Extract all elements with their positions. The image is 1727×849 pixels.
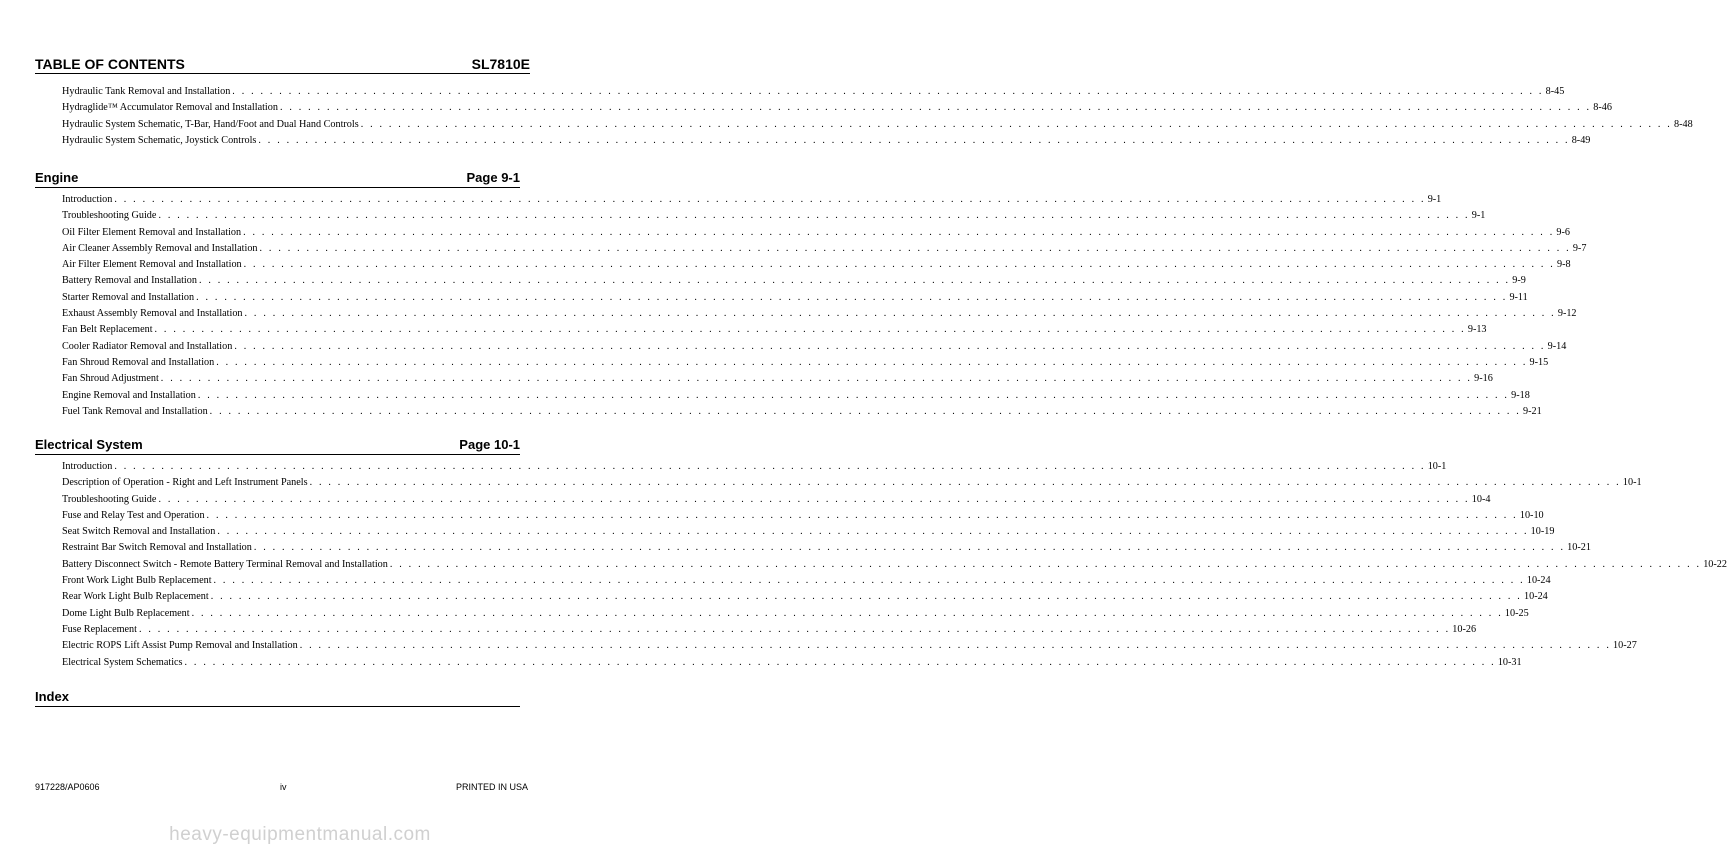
toc-entry xyxy=(62,117,1693,133)
toc-dot-leader: . . . . . . . . . . . . . . . . . . . . . . . . . . . . . . . . . . . . . . . . . . . . . . . . . . . . . . . . . . . . . . . . . . . . . . . . . . . . . . . . . . . . . . . . . . . . . . . . . . . . . . . . . . . . . . . . . . . . . . . . . . . . . . . . . . . . . . . . . . . . xyxy=(198,275,1511,287)
toc-entry xyxy=(62,508,1544,524)
toc-dot-leader: . . . . . . . . . . . . . . . . . . . . . . . . . . . . . . . . . . . . . . . . . . . . . . . . . . . . . . . . . . . . . . . . . . . . . . . . . . . . . . . . . . . . . . . . . . . . . . . . . . . . . . . . . . . . . . . . . . . . . . . . . . . . . . . . . . . . . . . . . . . . xyxy=(243,226,1555,238)
toc-entry-title: Battery Removal and Installation xyxy=(62,275,197,287)
toc-dot-leader: . . . . . . . . . . . . . . . . . . . . . . . . . . . . . . . . . . . . . . . . . . . . . . . . . . . . . . . . . . . . . . . . . . . . . . . . . . . . . . . . . . . . . . . . . . . . . . . . . . . . . . . . . . . . . . . . . . . . . . . . . . . . . . . . . . . . . . . . . . . . xyxy=(158,210,1470,222)
toc-entry-page: 10-24 xyxy=(1524,591,1548,603)
toc-dot-leader: . . . . . . . . . . . . . . . . . . . . . . . . . . . . . . . . . . . . . . . . . . . . . . . . . . . . . . . . . . . . . . . . . . . . . . . . . . . . . . . . . . . . . . . . . . . . . . . . . . . . . . . . . . . . . . . . . . . . . . . . . . . . . . . . . . . . . . . . . . . . xyxy=(259,242,1571,254)
toc-dot-leader: . . . . . . . . . . . . . . . . . . . . . . . . . . . . . . . . . . . . . . . . . . . . . . . . . . . . . . . . . . . . . . . . . . . . . . . . . . . . . . . . . . . . . . . . . . . . . . . . . . . . . . . . . . . . . . . . . . . . . . . . . . . . . . . . . . . . . . . . . . . . xyxy=(114,461,1426,472)
toc-entry-title: Seat Switch Removal and Installation xyxy=(62,526,216,538)
toc-entry-title: Fuse and Relay Test and Operation xyxy=(62,509,205,521)
toc-entry-title: Description of Operation - Right and Left Instrument Panels xyxy=(62,477,308,489)
toc-entry-title: Exhaust Assembly Removal and Installation xyxy=(62,308,243,320)
toc-entry-page: 9-21 xyxy=(1522,405,1542,417)
toc-dot-leader: . . . . . . . . . . . . . . . . . . . . . . . . . . . . . . . . . . . . . . . . . . . . . . . . . . . . . . . . . . . . . . . . . . . . . . . . . . . . . . . . . . . . . . . . . . . . . . . . . . . . . . . . . . . . . . . . . . . . . . . . . . . . . . . . . . . . . . . . . . . . xyxy=(114,194,1426,205)
page-number: iv xyxy=(280,782,287,792)
toc-entry-page: 9-1 xyxy=(1471,210,1486,222)
toc-dot-leader: . . . . . . . . . . . . . . . . . . . . . . . . . . . . . . . . . . . . . . . . . . . . . . . . . . . . . . . . . . . . . . . . . . . . . . . . . . . . . . . . . . . . . . . . . . . . . . . . . . . . . . . . . . . . . . . . . . . . . . . . . . . . . . . . . . . . . . . . . . . . xyxy=(234,340,1546,352)
toc-entry-page: 8-46 xyxy=(1593,102,1612,114)
toc-dot-leader: . . . . . . . . . . . . . . . . . . . . . . . . . . . . . . . . . . . . . . . . . . . . . . . . . . . . . . . . . . . . . . . . . . . . . . . . . . . . . . . . . . . . . . . . . . . . . . . . . . . . . . . . . . . . . . . . . . . . . . . . . . . . . . . . . . . . . . . . . . . . xyxy=(213,575,1525,587)
toc-entry-page: 9-1 xyxy=(1427,194,1442,205)
toc-dot-leader: . . . . . . . . . . . . . . . . . . . . . . . . . . . . . . . . . . . . . . . . . . . . . . . . . . . . . . . . . . . . . . . . . . . . . . . . . . . . . . . . . . . . . . . . . . . . . . . . . . . . . . . . . . . . . . . . . . . . . . . . . . . . . . . . . . . . . . . . . . . . xyxy=(309,477,1621,489)
toc-dot-leader: . . . . . . . . . . . . . . . . . . . . . . . . . . . . . . . . . . . . . . . . . . . . . . . . . . . . . . . . . . . . . . . . . . . . . . . . . . . . . . . . . . . . . . . . . . . . . . . . . . . . . . . . . . . . . . . . . . . . . . . . . . . . . . . . . . . . . . . . . . . . xyxy=(138,623,1451,635)
model-number: SL7810E xyxy=(471,56,530,72)
toc-entry-title: Hydraulic System Schematic, T-Bar, Hand/Foot and Dual Hand Controls xyxy=(62,118,359,130)
toc-entry xyxy=(62,589,1548,605)
toc-dot-leader: . . . . . . . . . . . . . . . . . . . . . . . . . . . . . . . . . . . . . . . . . . . . . . . . . . . . . . . . . . . . . . . . . . . . . . . . . . . . . . . . . . . . . . . . . . . . . . . . . . . . . . . . . . . . . . . . . . . . . . . . . . . . . . . . . . . . . . . . . . . . xyxy=(210,591,1522,603)
toc-dot-leader: . . . . . . . . . . . . . . . . . . . . . . . . . . . . . . . . . . . . . . . . . . . . . . . . . . . . . . . . . . . . . . . . . . . . . . . . . . . . . . . . . . . . . . . . . . . . . . . . . . . . . . . . . . . . . . . . . . . . . . . . . . . . . . . . . . . . . . . . . . . . xyxy=(206,509,1518,521)
toc-entry xyxy=(62,322,1487,338)
toc-entry xyxy=(62,257,1571,273)
toc-dot-leader: . . . . . . . . . . . . . . . . . . . . . . . . . . . . . . . . . . . . . . . . . . . . . . . . . . . . . . . . . . . . . . . . . . . . . . . . . . . . . . . . . . . . . . . . . . . . . . . . . . . . . . . . . . . . . . . . . . . . . . . . . . . . . . . . . . . . . . . . . . . . xyxy=(217,526,1529,538)
toc-entry-page: 9-14 xyxy=(1547,340,1567,352)
toc-entry-title: Front Work Light Bulb Replacement xyxy=(62,575,212,587)
toc-entry-title: Air Filter Element Removal and Installation xyxy=(62,259,242,271)
toc-entry-title: Electric ROPS Lift Assist Pump Removal and Installation xyxy=(62,640,298,652)
toc-entry-page: 10-25 xyxy=(1504,607,1529,619)
toc-entry xyxy=(62,371,1493,387)
toc-dot-leader: . . . . . . . . . . . . . . . . . . . . . . . . . . . . . . . . . . . . . . . . . . . . . . . . . . . . . . . . . . . . . . . . . . . . . . . . . . . . . . . . . . . . . . . . . . . . . . . . . . . . . . . . . . . . . . . . . . . . . . . . . . . . . . . . . . . . . . . . . . . . xyxy=(216,356,1528,368)
toc-entry xyxy=(62,241,1587,257)
toc-entry-page: 10-21 xyxy=(1567,542,1591,554)
toc-entry xyxy=(62,388,1530,404)
toc-entry-title: Fuse Replacement xyxy=(62,623,137,635)
toc-entry xyxy=(62,339,1567,355)
toc-dot-leader: . . . . . . . . . . . . . . . . . . . . . . . . . . . . . . . . . . . . . . . . . . . . . . . . . . . . . . . . . . . . . . . . . . . . . . . . . . . . . . . . . . . . . . . . . . . . . . . . . . . . . . . . . . . . . . . . . . . . . . . . . . . . . . . . . . . . . . . . . . . . xyxy=(191,607,1503,619)
toc-dot-leader: . . . . . . . . . . . . . . . . . . . . . . . . . . . . . . . . . . . . . . . . . . . . . . . . . . . . . . . . . . . . . . . . . . . . . . . . . . . . . . . . . . . . . . . . . . . . . . . . . . . . . . . . . . . . . . . . . . . . . . . . . . . . . . . . . . . . . . . . . . . . xyxy=(209,405,1521,417)
toc-entry xyxy=(62,225,1570,241)
section-header-electrical xyxy=(35,437,520,455)
toc-entry-title: Starter Removal and Installation xyxy=(62,291,195,303)
toc-entry-title: Introduction xyxy=(62,194,113,205)
toc-entry-page: 9-9 xyxy=(1512,275,1526,287)
toc-entry-title: Troubleshooting Guide xyxy=(62,210,157,222)
toc-dot-leader: . . . . . . . . . . . . . . . . . . . . . . . . . . . . . . . . . . . . . . . . . . . . . . . . . . . . . . . . . . . . . . . . . . . . . . . . . . . . . . . . . . . . . . . . . . . . . . . . . . . . . . . . . . . . . . . . . . . . . . . . . . . . . . . . . . . . . . . . . . . . xyxy=(253,542,1566,554)
print-notice: PRINTED IN USA xyxy=(455,782,528,792)
section-page: Page 9-1 xyxy=(466,170,520,185)
toc-entry-page: 10-19 xyxy=(1530,526,1555,538)
toc-entry xyxy=(62,606,1529,622)
toc-entry-title: Fuel Tank Removal and Installation xyxy=(62,405,208,417)
toc-entry xyxy=(62,404,1542,420)
page-header xyxy=(35,56,530,74)
toc-entry xyxy=(62,475,1642,491)
toc-entry-title: Electrical System Schematics xyxy=(62,656,183,668)
toc-entry-page: 9-6 xyxy=(1556,226,1570,238)
hydraulics-continued-list xyxy=(62,84,1693,149)
toc-dot-leader: . . . . . . . . . . . . . . . . . . . . . . . . . . . . . . . . . . . . . . . . . . . . . . . . . . . . . . . . . . . . . . . . . . . . . . . . . . . . . . . . . . . . . . . . . . . . . . . . . . . . . . . . . . . . . . . . . . . . . . . . . . . . . . . . . . . . . . . . . . . . xyxy=(184,656,1496,668)
toc-entry-page: 10-22 xyxy=(1703,558,1727,570)
toc-dot-leader: . . . . . . . . . . . . . . . . . . . . . . . . . . . . . . . . . . . . . . . . . . . . . . . . . . . . . . . . . . . . . . . . . . . . . . . . . . . . . . . . . . . . . . . . . . . . . . . . . . . . . . . . . . . . . . . . . . . . . . . . . . . . . . . . . . . . . . . . . . . . xyxy=(196,291,1508,303)
toc-entry-title: Introduction xyxy=(62,461,113,472)
toc-entry xyxy=(62,655,1522,671)
toc-dot-leader: . . . . . . . . . . . . . . . . . . . . . . . . . . . . . . . . . . . . . . . . . . . . . . . . . . . . . . . . . . . . . . . . . . . . . . . . . . . . . . . . . . . . . . . . . . . . . . . . . . . . . . . . . . . . . . . . . . . . . . . . . . . . . . . . . . . . . . . . . . . . xyxy=(258,134,1570,146)
toc-dot-leader: . . . . . . . . . . . . . . . . . . . . . . . . . . . . . . . . . . . . . . . . . . . . . . . . . . . . . . . . . . . . . . . . . . . . . . . . . . . . . . . . . . . . . . . . . . . . . . . . . . . . . . . . . . . . . . . . . . . . . . . . . . . . . . . . . . . . . . . . . . . . xyxy=(154,324,1466,336)
toc-entry-title: Hydraulic Tank Removal and Installation xyxy=(62,86,231,97)
toc-entry-page: 10-4 xyxy=(1471,493,1491,505)
toc-entry-page: 10-1 xyxy=(1622,477,1642,489)
toc-entry xyxy=(62,638,1637,654)
toc-entry-page: 10-26 xyxy=(1452,623,1477,635)
toc-entry-page: 9-16 xyxy=(1474,373,1493,385)
toc-entry-page: 8-48 xyxy=(1674,118,1693,130)
toc-entry xyxy=(62,133,1591,149)
toc-entry-title: Troubleshooting Guide xyxy=(62,493,157,505)
electrical-list xyxy=(62,459,1727,671)
toc-dot-leader: . . . . . . . . . . . . . . . . . . . . . . . . . . . . . . . . . . . . . . . . . . . . . . . . . . . . . . . . . . . . . . . . . . . . . . . . . . . . . . . . . . . . . . . . . . . . . . . . . . . . . . . . . . . . . . . . . . . . . . . . . . . . . . . . . . . . . . . . . . . . xyxy=(243,259,1555,271)
toc-entry-page: 9-15 xyxy=(1529,356,1549,368)
toc-entry-title: Hydraglide™ Accumulator Removal and Installation xyxy=(62,102,278,114)
toc-entry-page: 8-49 xyxy=(1571,134,1591,146)
toc-entry xyxy=(62,355,1549,371)
toc-dot-leader: . . . . . . . . . . . . . . . . . . . . . . . . . . . . . . . . . . . . . . . . . . . . . . . . . . . . . . . . . . . . . . . . . . . . . . . . . . . . . . . . . . . . . . . . . . . . . . . . . . . . . . . . . . . . . . . . . . . . . . . . . . . . . . . . . . . . . . . . . . . . xyxy=(360,118,1672,130)
toc-dot-leader: . . . . . . . . . . . . . . . . . . . . . . . . . . . . . . . . . . . . . . . . . . . . . . . . . . . . . . . . . . . . . . . . . . . . . . . . . . . . . . . . . . . . . . . . . . . . . . . . . . . . . . . . . . . . . . . . . . . . . . . . . . . . . . . . . . . . . . . . . . . . xyxy=(160,373,1473,385)
toc-entry xyxy=(62,524,1555,540)
toc-entry-page: 10-1 xyxy=(1427,461,1447,472)
toc-dot-leader: . . . . . . . . . . . . . . . . . . . . . . . . . . . . . . . . . . . . . . . . . . . . . . . . . . . . . . . . . . . . . . . . . . . . . . . . . . . . . . . . . . . . . . . . . . . . . . . . . . . . . . . . . . . . . . . . . . . . . . . . . . . . . . . . . . . . . . . . . . . . xyxy=(158,493,1470,505)
toc-entry-title: Rear Work Light Bulb Replacement xyxy=(62,591,209,603)
toc-entry-title: Oil Filter Element Removal and Installation xyxy=(62,226,242,238)
toc-entry xyxy=(62,306,1577,322)
toc-entry-title: Engine Removal and Installation xyxy=(62,389,196,401)
section-header-engine xyxy=(35,170,520,188)
toc-dot-leader: . . . . . . . . . . . . . . . . . . . . . . . . . . . . . . . . . . . . . . . . . . . . . . . . . . . . . . . . . . . . . . . . . . . . . . . . . . . . . . . . . . . . . . . . . . . . . . . . . . . . . . . . . . . . . . . . . . . . . . . . . . . . . . . . . . . . . . . . . . . . xyxy=(244,308,1556,320)
section-title: Electrical System xyxy=(35,437,143,452)
section-title: Engine xyxy=(35,170,79,185)
toc-entry-page: 9-8 xyxy=(1556,259,1571,271)
toc-entry xyxy=(62,192,1442,208)
toc-entry-title: Dome Light Bulb Replacement xyxy=(62,607,190,619)
toc-entry-page: 9-7 xyxy=(1572,242,1587,254)
document-number: 917228/AP0606 xyxy=(35,782,100,792)
toc-entry xyxy=(62,540,1591,556)
toc-dot-leader: . . . . . . . . . . . . . . . . . . . . . . . . . . . . . . . . . . . . . . . . . . . . . . . . . . . . . . . . . . . . . . . . . . . . . . . . . . . . . . . . . . . . . . . . . . . . . . . . . . . . . . . . . . . . . . . . . . . . . . . . . . . . . . . . . . . . . . . . . . . . xyxy=(299,640,1612,652)
toc-entry xyxy=(62,208,1486,224)
toc-entry xyxy=(62,100,1612,116)
toc-entry-title: Fan Shroud Adjustment xyxy=(62,373,159,385)
section-title: Index xyxy=(35,689,69,704)
toc-entry-page: 9-12 xyxy=(1557,308,1577,320)
toc-entry xyxy=(62,557,1727,573)
toc-entry-title: Air Cleaner Assembly Removal and Installation xyxy=(62,242,258,254)
engine-list xyxy=(62,192,1587,420)
toc-entry-page: 10-24 xyxy=(1526,575,1551,587)
toc-entry xyxy=(62,573,1551,589)
toc-entry xyxy=(62,273,1526,289)
toc-entry-title: Fan Belt Replacement xyxy=(62,324,153,336)
toc-entry-title: Cooler Radiator Removal and Installation xyxy=(62,340,233,352)
toc-entry-page: 8-45 xyxy=(1545,86,1565,97)
toc-entry xyxy=(62,492,1491,508)
toc-entry-page: 9-18 xyxy=(1511,389,1530,401)
toc-entry-title: Restraint Bar Switch Removal and Installation xyxy=(62,542,252,554)
toc-dot-leader: . . . . . . . . . . . . . . . . . . . . . . . . . . . . . . . . . . . . . . . . . . . . . . . . . . . . . . . . . . . . . . . . . . . . . . . . . . . . . . . . . . . . . . . . . . . . . . . . . . . . . . . . . . . . . . . . . . . . . . . . . . . . . . . . . . . . . . . . . . . . xyxy=(232,86,1544,97)
toc-entry-page: 10-27 xyxy=(1613,640,1637,652)
toc-entry xyxy=(62,290,1528,306)
toc-entry-title: Hydraulic System Schematic, Joystick Controls xyxy=(62,134,257,146)
toc-entry-title: Battery Disconnect Switch - Remote Battery Terminal Removal and Installation xyxy=(62,558,388,570)
toc-entry-page: 9-11 xyxy=(1509,291,1528,303)
section-header-index xyxy=(35,689,520,707)
toc-entry xyxy=(62,459,1447,475)
toc-entry-page: 9-13 xyxy=(1467,324,1487,336)
toc-entry-page: 10-31 xyxy=(1497,656,1522,668)
toc-dot-leader: . . . . . . . . . . . . . . . . . . . . . . . . . . . . . . . . . . . . . . . . . . . . . . . . . . . . . . . . . . . . . . . . . . . . . . . . . . . . . . . . . . . . . . . . . . . . . . . . . . . . . . . . . . . . . . . . . . . . . . . . . . . . . . . . . . . . . . . . . . . . xyxy=(197,389,1510,401)
toc-entry-title: Fan Shroud Removal and Installation xyxy=(62,356,215,368)
toc-entry xyxy=(62,622,1477,638)
toc-entry xyxy=(62,84,1565,100)
watermark: heavy-equipmentmanual.com xyxy=(169,824,431,845)
toc-entry-page: 10-10 xyxy=(1519,509,1544,521)
toc-dot-leader: . . . . . . . . . . . . . . . . . . . . . . . . . . . . . . . . . . . . . . . . . . . . . . . . . . . . . . . . . . . . . . . . . . . . . . . . . . . . . . . . . . . . . . . . . . . . . . . . . . . . . . . . . . . . . . . . . . . . . . . . . . . . . . . . . . . . . . . . . . . . xyxy=(389,558,1702,570)
toc-dot-leader: . . . . . . . . . . . . . . . . . . . . . . . . . . . . . . . . . . . . . . . . . . . . . . . . . . . . . . . . . . . . . . . . . . . . . . . . . . . . . . . . . . . . . . . . . . . . . . . . . . . . . . . . . . . . . . . . . . . . . . . . . . . . . . . . . . . . . . . . . . . . xyxy=(279,102,1592,114)
page-title: TABLE OF CONTENTS xyxy=(35,56,185,72)
section-page: Page 10-1 xyxy=(459,437,520,452)
